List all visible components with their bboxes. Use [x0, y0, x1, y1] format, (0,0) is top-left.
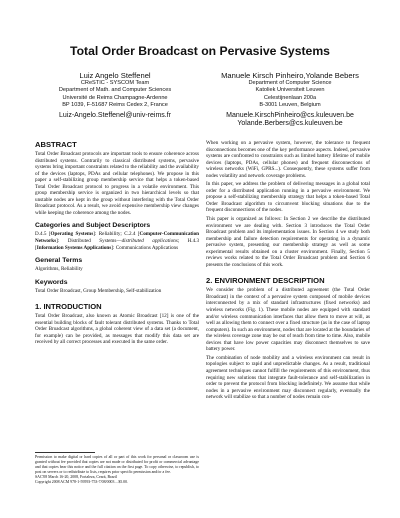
- divider: [35, 452, 95, 453]
- introduction-heading: 1. INTRODUCTION: [35, 302, 102, 312]
- copyright-notice: [35, 452, 199, 484]
- permission-text: Permission to make digital or hard copies of all or part of this work for personal or classroom use is granted without fee provided that copies are not made or distributed for profit or commercial advantage and that copies bear this notice and the full citation on the first page. To copy otherwise, to republish, to post on servers or to redistribute to lists, requires prior specific permission and/or a fee.: [35, 455, 199, 474]
- abstract-heading: ABSTRACT: [35, 140, 77, 149]
- body-paragraph: We consider the problem of a distributed agreement (the Total Order Broadcast) in the context of a pervasive system composed of mobile devices interconnected by a mix of standard infrastructures (fixed networks) and wireless networks (Fig. 1). These mobile nodes are equipped with standard and/or wireless communication interfaces that allow them to move at will, as well as allowing them to connect over a fixed structure (as in the case of laptop computers). In such an environment, nodes that are located at the boundaries of the wireless coverage zone may be out of reach from time to time. Also, mobile devices that have low power capacities may disconnect themselves to save battery power.: [206, 287, 370, 353]
- author-block-2: [202, 72, 378, 127]
- author-affiliation: Katoliek Universiteit Leuven: [255, 87, 325, 94]
- categories-text: D.4.5 [Operating Systems]: Reliability; C.2.4 [Computer-Communication Networks]: Distributed Systems—distributed applications; H.4.3 [Information Systems Applications]: Communications Applications: [35, 231, 200, 251]
- author-affiliation: Celestijnenlaan 200a: [263, 94, 317, 101]
- author-affiliation: Université de Reims Champagne-Ardenne: [62, 94, 168, 101]
- general-terms-heading: General Terms: [35, 257, 83, 265]
- author-name: Manuele Kirsch Pinheiro,Yolande Bebers: [221, 71, 359, 80]
- general-terms-text: Algorithms, Reliability: [35, 266, 83, 273]
- author-email[interactable]: Yolande.Berbers@cs.kuleuven.be: [237, 119, 343, 127]
- author-affiliation: CReSTIC - SYSCOM Team: [80, 79, 150, 86]
- paper-title: Total Order Broadcast on Pervasive Systems: [70, 44, 330, 58]
- copyright-line: Copyright 2008 ACM 978-1-59593-753-7/08/0003 ...$5.00.: [35, 479, 129, 484]
- author-name: Luiz Angelo Steffenel: [79, 71, 151, 80]
- environment-heading: 2. ENVIRONMENT DESCRIPTION: [206, 276, 325, 286]
- body-paragraph: This paper is organized as follows: In Section 2 we describe the distributed environment we are dealing with. Section 3 introduces the Total Order Broadcast problem and its implementation issues. In Section 4 we study both membership and failure detection requirements for operating in a dynamic pervasive system, presenting our membership strategy as well as some experimental results obtained on a cluster environment. Finally, Section 5 reviews works related to the Total Order Broadcast problem and Section 6 presents the conclusions of this work.: [206, 216, 370, 268]
- keywords-text: Total Order Broadcast, Group Membership, Self-stabilization: [35, 287, 162, 294]
- introduction-text: Total Order Broadcast, also known as Atomic Broadcast [12] is one of the essential building blocks of fault tolerant distributed systems. Thanks to Total Order Broadcast algorithms, a global coherent view of a data set (a document, for example) can be provided, as messages that modify this data set are received by all correct processes and executed in the same order.: [35, 313, 199, 346]
- venue-line: SAC'08 March 16-20, 2008, Fortaleza, Ceará, Brazil: [35, 474, 117, 479]
- body-paragraph: When working on a pervasive system, however, the tolerance to frequent disconnections becomes one of the key performance aspects. Indeed, pervasive systems are confronted to constraints such as limited battery lifetime of mobile devices (laptops, PDAs, cellular phones) and frequent disconnections of wireless networks (WiFi, GPRS...). Consequently, these systems suffer from nodes volatility and network coverage problems.: [206, 140, 370, 179]
- body-paragraph: In this paper, we address the problem of delivering messages in a global total order for a distributed application running in a pervasive environment. We propose a self-stabilizing membership strategy that helps a token-based Total Order Broadcast algorithm to circumvent blocking situations due to the frequent disconnections of the nodes.: [206, 181, 370, 214]
- author-affiliation: B-3001 Leuven, Belgium: [259, 102, 321, 109]
- author-email[interactable]: Luiz-Angelo.Steffenel@univ-reims.fr: [58, 111, 172, 119]
- categories-heading: Categories and Subject Descriptors: [35, 222, 151, 230]
- right-column: [206, 140, 370, 401]
- author-affiliation: BP 1039, F-51687 Reims Cedex 2, France: [62, 102, 168, 109]
- author-affiliation: Department of Computer Science: [248, 79, 332, 86]
- author-email[interactable]: Manuele.KirschPinheiro@cs.kuleuven.be: [226, 111, 354, 119]
- abstract-text: Total Order Broadcast protocols are important tools to ensure coherence across distributed systems. Contrarily to classical distributed systems, pervasive systems bring important constraints related to the reliability and the availability of the devices (laptops, PDAs and cellular telephones). We propose in this paper a self-stabilizing group membership service that helps a token-based Total Order Broadcast protocol to progress in a volatile environment. This group membership service is organized in two hierarchical levels so that unstable nodes are kept in the group without interfering with the Total Order Broadcast protocol. As a result, we avoid expensive membership view changes while keeping the coherence among the nodes.: [35, 151, 199, 216]
- author-block-1: [30, 72, 200, 120]
- author-affiliation: Department of Math. and Computer Sciences: [58, 87, 172, 94]
- left-column: [35, 140, 199, 346]
- keywords-heading: Keywords: [35, 278, 68, 286]
- body-paragraph: The combination of node mobility and a wireless environment can result in topologies subject to rapid and unpredictable changes. As a result, traditional agreement techniques cannot fulfill the requirements of this environment, thus requiring new solutions that integrate fault-tolerance and self-stabilization in order to prevent the protocol from blocking indefinitely. We assume that while nodes in a pervasive environment may disconnect regularly, eventually the network will stabilize so that a number of nodes remain con-: [206, 354, 370, 401]
